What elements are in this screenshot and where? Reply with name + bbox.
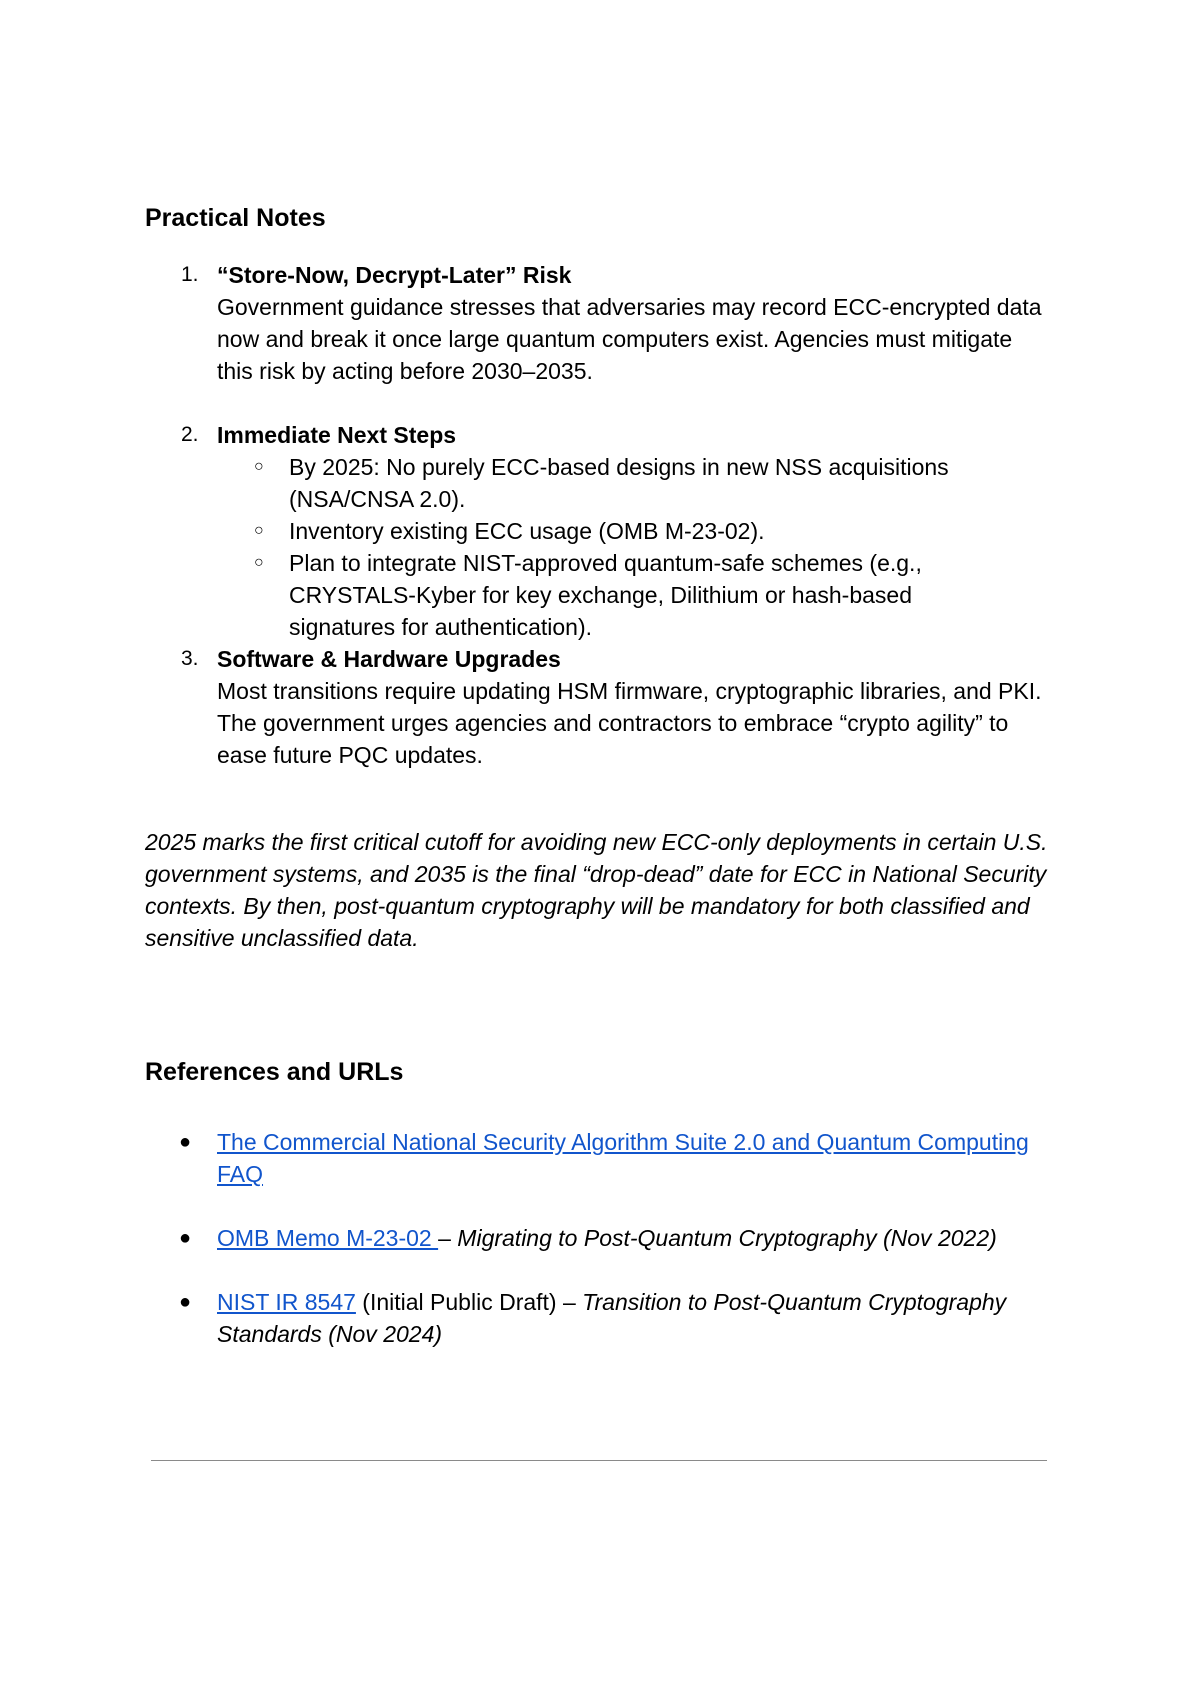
practical-notes-heading: Practical Notes [145,204,326,232]
bullet-icon: ● [179,1131,192,1153]
sub-list-item [217,547,1017,643]
reference-link-cnsa-faq[interactable]: The Commercial National Security Algorithm Suite 2.0 and Quantum Computing FAQ [217,1129,1029,1187]
sub-list-item-text: Inventory existing ECC usage (OMB M-23-02). [289,518,765,544]
reference-content [217,1286,1062,1350]
sub-list [217,451,1017,643]
bullet-icon: ● [179,1227,192,1249]
sub-list-item [217,515,1017,547]
list-item-content [217,643,1047,771]
footer-divider [151,1460,1047,1461]
bullet-icon: ● [179,1291,192,1313]
hollow-circle-bullet-icon: ○ [254,458,264,475]
reference-link-nist-ir-8547[interactable]: NIST IR 8547 [217,1289,356,1315]
reference-content [217,1222,1062,1254]
list-item-description: Most transitions require updating HSM firmware, cryptographic libraries, and PKI. The government urges agencies and contractors to embrace “crypto agility” to ease future PQC updates. [217,678,1042,768]
summary-paragraph: 2025 marks the first critical cutoff for avoiding new ECC-only deployments in certain U.S. government systems, and 2035 is the final “drop-dead” date for ECC in National Security contexts. By then, post-quantum cryptography will be mandatory for both classified and sensitive unclassified data. [145,829,1048,951]
hollow-circle-bullet-icon: ○ [254,522,264,539]
list-item-content [217,259,1047,387]
list-item-title: “Store-Now, Decrypt-Later” Risk [217,262,572,288]
reference-content [217,1126,1062,1190]
sub-list-item [217,451,1017,515]
list-number: 2. [181,423,199,446]
reference-title: Transition to Post-Quantum Cryptography Standards (Nov 2024) [217,1289,1007,1347]
reference-plain-text: (Initial Public Draft) – [355,1289,583,1315]
reference-link-omb-memo[interactable]: OMB Memo M-23-02 [217,1225,439,1251]
references-heading: References and URLs [145,1058,404,1086]
sub-list-item-text: Plan to integrate NIST-approved quantum-safe schemes (e.g., CRYSTALS-Kyber for key exchange, Dilithium or hash-based signatures for authentication). [289,550,922,640]
reference-separator: – [438,1225,458,1251]
list-item-description: Government guidance stresses that adversaries may record ECC-encrypted data now and break it once large quantum computers exist. Agencies must mitigate this risk by acting before 2030–2035. [217,294,1042,384]
reference-title: Migrating to Post-Quantum Cryptography (Nov 2022) [457,1225,997,1251]
list-item-content [217,419,1047,451]
sub-list-item-text: By 2025: No purely ECC-based designs in new NSS acquisitions (NSA/CNSA 2.0). [289,454,949,512]
list-item-title: Immediate Next Steps [217,422,457,448]
list-number: 3. [181,647,199,670]
hollow-circle-bullet-icon: ○ [254,554,264,571]
list-item-title: Software & Hardware Upgrades [217,646,561,672]
list-number: 1. [181,263,199,286]
